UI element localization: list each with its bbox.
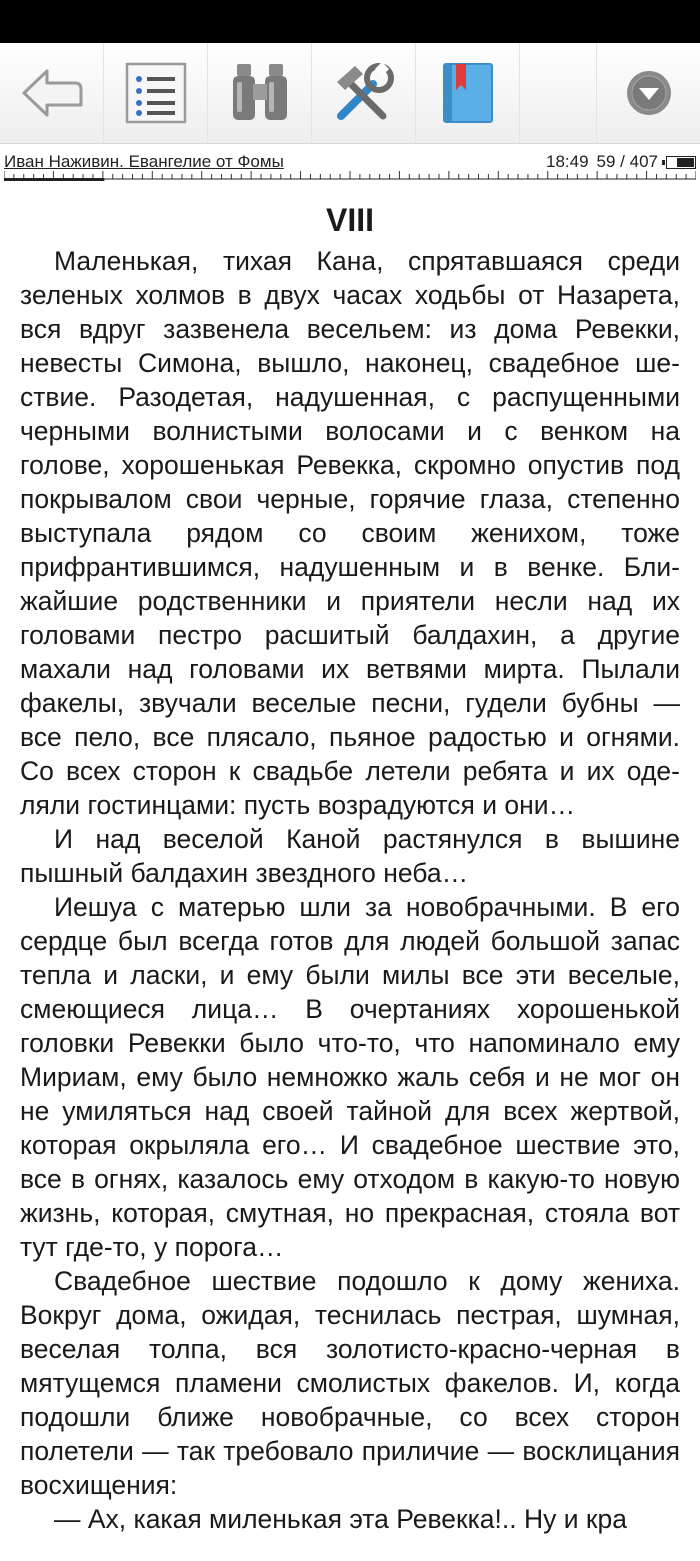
paragraph: И над веселой Каной растянулся в вышине пышный балдахин звездного неба… [20,824,680,888]
reading-status [546,152,696,172]
book-bookmark-icon [440,62,496,124]
tools-icon [333,62,395,124]
list-icon [125,62,187,124]
bookmarks-button[interactable] [416,43,520,143]
progress-fill [4,178,104,181]
back-arrow-icon [21,65,83,121]
reader-toolbar [0,43,700,144]
book-content [20,192,680,1536]
clock-time: 18:49 [546,152,589,171]
chapter-title: VIII [325,202,374,238]
paragraph: Свадебное шествие подошло к дому жениха. Вокруг дома, ожидая, теснилась пестрая, шумная, веселая толпа, вся золотисто-красно-черная в мятущемся пламени смолистых факелов. И, когда подошли ближе новобрачные, со всех сторон полетели — так требовало приличие — восклицания восхищения: [20,1266,680,1500]
contents-button[interactable] [104,43,208,143]
paragraph: Маленькая, тихая Кана, спрятавшаяся среди зеленых холмов в двух часах ходьбы от Назарета, вся вдруг зазвенела весельем: из дома Ревекки, невесты Симона, вышло, наконец, свадебное шествие. Разодетая, надушенная, с распущенными черными волнистыми волосами и с венком на голове, хорошенькая Ревекка, скромно опустив под покрывалом свои черные, горячие глаза, степенно выступала рядом со своим женихом, тоже прифрантившимся, надушенным и в венке. Ближайшие родственники и приятели несли над их головами пестро расшитый балдахин, а другие махали над головами их ветвями мирта. Пылали факелы, звучали веселые песни, гудели бубны — все пело, все плясало, пьяное радостью и огнями. Со всех сторон к свадьбе летели ребята и их оделяли гостинцами: пусть возрадуются и они… [20,246,680,820]
book-title: Иван Наживин. Евангелие от Фомы [4,152,284,171]
system-status-bar [0,0,700,43]
menu-button[interactable] [596,43,700,143]
back-button[interactable] [0,43,104,143]
page-counter[interactable]: 59 / 407 [596,152,658,171]
dropdown-circle-icon [624,68,674,118]
paragraph: — Ах, какая миленькая эта Ревекка!.. Ну и кра [54,1504,627,1534]
paragraph: Иешуа с матерью шли за новобрачными. В его сердце был всегда готов для людей большой запас тепла и ласки, и ему были милы все эти веселые, смеющиеся лица… В очертаниях хорошенькой головки Ревекки было что-то, что напоминало ему Мириам, ему было немножко жаль себя и не мог он не умиляться над своей тайной для всех жертвой, которая окрыляла его… И свадебное шествие это, все в огнях, казалось ему отходом в какую-то новую жизнь, которая, смутная, но прекрасная, стояла вот тут где-то, у порога… [20,892,680,1262]
binoculars-icon [231,62,289,124]
settings-button[interactable] [312,43,416,143]
search-button[interactable] [208,43,312,143]
battery-level [677,158,694,167]
book-progress-scale[interactable] [4,170,696,182]
battery-icon [666,156,696,169]
